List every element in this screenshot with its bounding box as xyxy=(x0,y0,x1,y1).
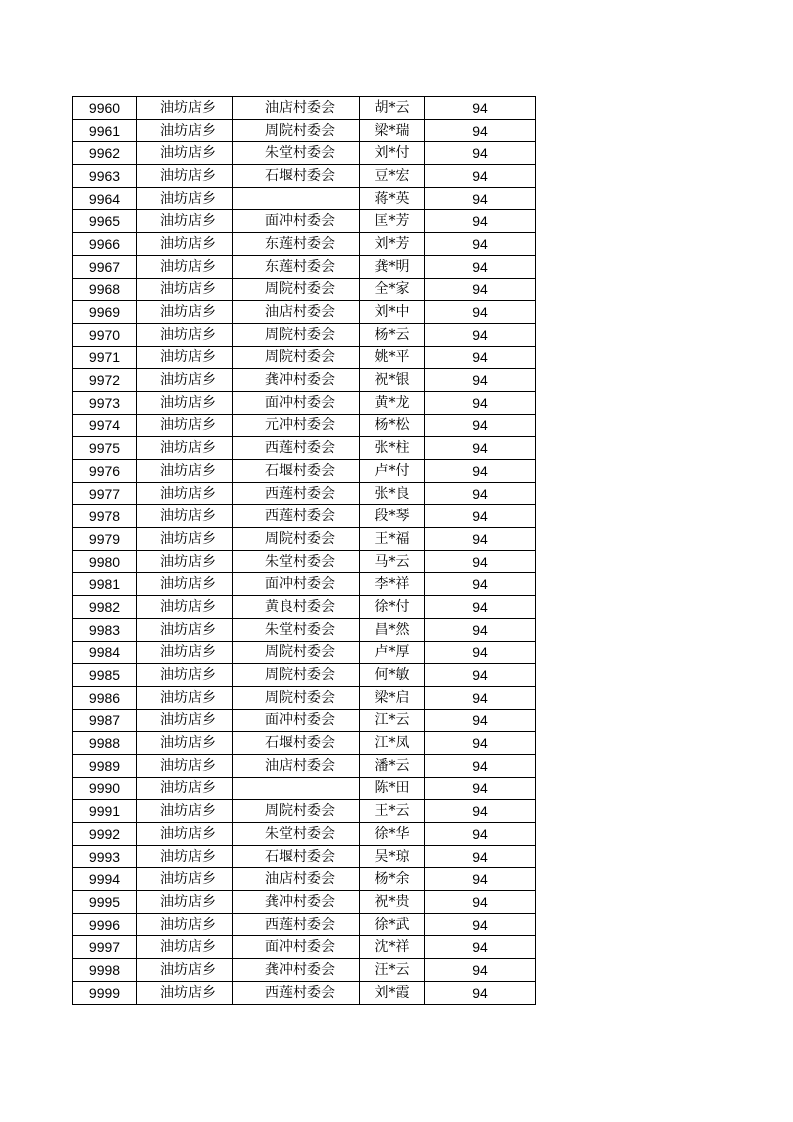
serial-number-cell: 9980 xyxy=(73,550,137,573)
person-name-cell: 匡*芳 xyxy=(360,210,425,233)
township-cell: 油坊店乡 xyxy=(137,981,233,1004)
serial-number-cell: 9995 xyxy=(73,891,137,914)
township-cell: 油坊店乡 xyxy=(137,460,233,483)
person-name-cell: 刘*中 xyxy=(360,301,425,324)
serial-number-cell: 9989 xyxy=(73,754,137,777)
village-committee-cell: 朱堂村委会 xyxy=(233,618,360,641)
serial-number-cell: 9986 xyxy=(73,686,137,709)
village-committee-cell: 面冲村委会 xyxy=(233,709,360,732)
township-cell: 油坊店乡 xyxy=(137,482,233,505)
person-name-cell: 张*良 xyxy=(360,482,425,505)
score-cell: 94 xyxy=(425,142,536,165)
township-cell: 油坊店乡 xyxy=(137,777,233,800)
serial-number-cell: 9961 xyxy=(73,119,137,142)
score-cell: 94 xyxy=(425,823,536,846)
table-row xyxy=(73,981,536,1004)
village-committee-cell: 龚冲村委会 xyxy=(233,369,360,392)
village-committee-cell: 周院村委会 xyxy=(233,346,360,369)
person-name-cell: 陈*田 xyxy=(360,777,425,800)
table-row xyxy=(73,301,536,324)
score-cell: 94 xyxy=(425,165,536,188)
village-committee-cell: 朱堂村委会 xyxy=(233,823,360,846)
village-committee-cell: 朱堂村委会 xyxy=(233,142,360,165)
table-row xyxy=(73,165,536,188)
township-cell: 油坊店乡 xyxy=(137,391,233,414)
score-cell: 94 xyxy=(425,346,536,369)
township-cell: 油坊店乡 xyxy=(137,845,233,868)
village-committee-cell: 周院村委会 xyxy=(233,119,360,142)
table-row xyxy=(73,323,536,346)
township-cell: 油坊店乡 xyxy=(137,165,233,188)
serial-number-cell: 9971 xyxy=(73,346,137,369)
person-name-cell: 杨*松 xyxy=(360,414,425,437)
township-cell: 油坊店乡 xyxy=(137,573,233,596)
person-name-cell: 祝*银 xyxy=(360,369,425,392)
village-committee-cell: 面冲村委会 xyxy=(233,573,360,596)
village-committee-cell: 石堰村委会 xyxy=(233,732,360,755)
score-cell: 94 xyxy=(425,618,536,641)
person-name-cell: 吴*琼 xyxy=(360,845,425,868)
township-cell: 油坊店乡 xyxy=(137,210,233,233)
table-row xyxy=(73,505,536,528)
score-cell: 94 xyxy=(425,732,536,755)
township-cell: 油坊店乡 xyxy=(137,301,233,324)
serial-number-cell: 9969 xyxy=(73,301,137,324)
score-cell: 94 xyxy=(425,891,536,914)
table-row xyxy=(73,142,536,165)
township-cell: 油坊店乡 xyxy=(137,142,233,165)
score-cell: 94 xyxy=(425,596,536,619)
person-name-cell: 黄*龙 xyxy=(360,391,425,414)
person-name-cell: 李*祥 xyxy=(360,573,425,596)
score-cell: 94 xyxy=(425,573,536,596)
serial-number-cell: 9974 xyxy=(73,414,137,437)
township-cell: 油坊店乡 xyxy=(137,505,233,528)
village-committee-cell: 石堰村委会 xyxy=(233,845,360,868)
table-row xyxy=(73,437,536,460)
person-name-cell: 梁*瑞 xyxy=(360,119,425,142)
table-row xyxy=(73,278,536,301)
serial-number-cell: 9968 xyxy=(73,278,137,301)
score-cell: 94 xyxy=(425,119,536,142)
score-cell: 94 xyxy=(425,936,536,959)
serial-number-cell: 9996 xyxy=(73,913,137,936)
township-cell: 油坊店乡 xyxy=(137,868,233,891)
score-cell: 94 xyxy=(425,460,536,483)
village-committee-cell: 周院村委会 xyxy=(233,664,360,687)
score-cell: 94 xyxy=(425,391,536,414)
table-row xyxy=(73,959,536,982)
score-cell: 94 xyxy=(425,777,536,800)
village-committee-cell: 油店村委会 xyxy=(233,97,360,120)
township-cell: 油坊店乡 xyxy=(137,754,233,777)
table-row xyxy=(73,641,536,664)
serial-number-cell: 9977 xyxy=(73,482,137,505)
village-committee-cell: 东莲村委会 xyxy=(233,255,360,278)
village-committee-cell: 周院村委会 xyxy=(233,528,360,551)
township-cell: 油坊店乡 xyxy=(137,800,233,823)
score-cell: 94 xyxy=(425,97,536,120)
person-name-cell: 段*琴 xyxy=(360,505,425,528)
serial-number-cell: 9998 xyxy=(73,959,137,982)
village-committee-cell: 西莲村委会 xyxy=(233,505,360,528)
person-name-cell: 刘*霞 xyxy=(360,981,425,1004)
score-cell: 94 xyxy=(425,754,536,777)
township-cell: 油坊店乡 xyxy=(137,732,233,755)
serial-number-cell: 9965 xyxy=(73,210,137,233)
score-cell: 94 xyxy=(425,301,536,324)
village-committee-cell: 油店村委会 xyxy=(233,301,360,324)
serial-number-cell: 9994 xyxy=(73,868,137,891)
township-cell: 油坊店乡 xyxy=(137,278,233,301)
person-name-cell: 潘*云 xyxy=(360,754,425,777)
table-row xyxy=(73,369,536,392)
township-cell: 油坊店乡 xyxy=(137,959,233,982)
score-cell: 94 xyxy=(425,550,536,573)
township-cell: 油坊店乡 xyxy=(137,664,233,687)
township-cell: 油坊店乡 xyxy=(137,686,233,709)
township-cell: 油坊店乡 xyxy=(137,913,233,936)
score-cell: 94 xyxy=(425,505,536,528)
person-name-cell: 昌*然 xyxy=(360,618,425,641)
person-name-cell: 龚*明 xyxy=(360,255,425,278)
village-committee-cell: 石堰村委会 xyxy=(233,165,360,188)
serial-number-cell: 9982 xyxy=(73,596,137,619)
table-row xyxy=(73,391,536,414)
table-row xyxy=(73,255,536,278)
township-cell: 油坊店乡 xyxy=(137,596,233,619)
score-cell: 94 xyxy=(425,913,536,936)
table-row xyxy=(73,482,536,505)
table-row xyxy=(73,664,536,687)
village-committee-cell: 龚冲村委会 xyxy=(233,891,360,914)
person-name-cell: 沈*祥 xyxy=(360,936,425,959)
village-committee-cell: 油店村委会 xyxy=(233,868,360,891)
table-row xyxy=(73,913,536,936)
records-table-body xyxy=(73,97,536,1005)
serial-number-cell: 9999 xyxy=(73,981,137,1004)
score-cell: 94 xyxy=(425,414,536,437)
village-committee-cell: 西莲村委会 xyxy=(233,913,360,936)
serial-number-cell: 9967 xyxy=(73,255,137,278)
village-committee-cell: 东莲村委会 xyxy=(233,233,360,256)
village-committee-cell: 面冲村委会 xyxy=(233,391,360,414)
table-row xyxy=(73,936,536,959)
person-name-cell: 杨*云 xyxy=(360,323,425,346)
serial-number-cell: 9966 xyxy=(73,233,137,256)
township-cell: 油坊店乡 xyxy=(137,550,233,573)
person-name-cell: 江*凤 xyxy=(360,732,425,755)
person-name-cell: 蒋*英 xyxy=(360,187,425,210)
person-name-cell: 卢*厚 xyxy=(360,641,425,664)
serial-number-cell: 9997 xyxy=(73,936,137,959)
score-cell: 94 xyxy=(425,187,536,210)
score-cell: 94 xyxy=(425,981,536,1004)
table-row xyxy=(73,777,536,800)
village-committee-cell: 石堰村委会 xyxy=(233,460,360,483)
village-committee-cell: 元冲村委会 xyxy=(233,414,360,437)
person-name-cell: 徐*付 xyxy=(360,596,425,619)
village-committee-cell: 周院村委会 xyxy=(233,278,360,301)
person-name-cell: 徐*武 xyxy=(360,913,425,936)
table-row xyxy=(73,119,536,142)
table-row xyxy=(73,754,536,777)
village-committee-cell: 周院村委会 xyxy=(233,323,360,346)
table-row xyxy=(73,686,536,709)
person-name-cell: 马*云 xyxy=(360,550,425,573)
township-cell: 油坊店乡 xyxy=(137,414,233,437)
records-table xyxy=(72,96,536,1005)
village-committee-cell: 周院村委会 xyxy=(233,800,360,823)
score-cell: 94 xyxy=(425,323,536,346)
table-row xyxy=(73,800,536,823)
person-name-cell: 祝*贵 xyxy=(360,891,425,914)
serial-number-cell: 9991 xyxy=(73,800,137,823)
person-name-cell: 胡*云 xyxy=(360,97,425,120)
township-cell: 油坊店乡 xyxy=(137,346,233,369)
serial-number-cell: 9981 xyxy=(73,573,137,596)
table-row xyxy=(73,528,536,551)
person-name-cell: 张*柱 xyxy=(360,437,425,460)
table-row xyxy=(73,573,536,596)
table-row xyxy=(73,891,536,914)
score-cell: 94 xyxy=(425,369,536,392)
serial-number-cell: 9976 xyxy=(73,460,137,483)
table-row xyxy=(73,97,536,120)
township-cell: 油坊店乡 xyxy=(137,97,233,120)
person-name-cell: 豆*宏 xyxy=(360,165,425,188)
score-cell: 94 xyxy=(425,686,536,709)
score-cell: 94 xyxy=(425,278,536,301)
serial-number-cell: 9973 xyxy=(73,391,137,414)
score-cell: 94 xyxy=(425,255,536,278)
township-cell: 油坊店乡 xyxy=(137,936,233,959)
township-cell: 油坊店乡 xyxy=(137,255,233,278)
serial-number-cell: 9988 xyxy=(73,732,137,755)
serial-number-cell: 9987 xyxy=(73,709,137,732)
person-name-cell: 汪*云 xyxy=(360,959,425,982)
serial-number-cell: 9963 xyxy=(73,165,137,188)
person-name-cell: 徐*华 xyxy=(360,823,425,846)
village-committee-cell: 西莲村委会 xyxy=(233,981,360,1004)
village-committee-cell: 黄良村委会 xyxy=(233,596,360,619)
serial-number-cell: 9978 xyxy=(73,505,137,528)
village-committee-cell: 西莲村委会 xyxy=(233,482,360,505)
serial-number-cell: 9993 xyxy=(73,845,137,868)
village-committee-cell: 龚冲村委会 xyxy=(233,959,360,982)
table-row xyxy=(73,618,536,641)
village-committee-cell xyxy=(233,187,360,210)
village-committee-cell: 西莲村委会 xyxy=(233,437,360,460)
serial-number-cell: 9990 xyxy=(73,777,137,800)
table-row xyxy=(73,460,536,483)
township-cell: 油坊店乡 xyxy=(137,187,233,210)
table-row xyxy=(73,187,536,210)
village-committee-cell: 面冲村委会 xyxy=(233,210,360,233)
person-name-cell: 卢*付 xyxy=(360,460,425,483)
person-name-cell: 刘*付 xyxy=(360,142,425,165)
village-committee-cell: 面冲村委会 xyxy=(233,936,360,959)
person-name-cell: 杨*余 xyxy=(360,868,425,891)
score-cell: 94 xyxy=(425,845,536,868)
township-cell: 油坊店乡 xyxy=(137,709,233,732)
township-cell: 油坊店乡 xyxy=(137,618,233,641)
person-name-cell: 何*敏 xyxy=(360,664,425,687)
score-cell: 94 xyxy=(425,641,536,664)
score-cell: 94 xyxy=(425,482,536,505)
serial-number-cell: 9960 xyxy=(73,97,137,120)
serial-number-cell: 9992 xyxy=(73,823,137,846)
score-cell: 94 xyxy=(425,664,536,687)
person-name-cell: 刘*芳 xyxy=(360,233,425,256)
person-name-cell: 全*家 xyxy=(360,278,425,301)
serial-number-cell: 9962 xyxy=(73,142,137,165)
table-row xyxy=(73,732,536,755)
township-cell: 油坊店乡 xyxy=(137,641,233,664)
serial-number-cell: 9979 xyxy=(73,528,137,551)
serial-number-cell: 9984 xyxy=(73,641,137,664)
table-row xyxy=(73,596,536,619)
score-cell: 94 xyxy=(425,800,536,823)
table-row xyxy=(73,823,536,846)
village-committee-cell: 周院村委会 xyxy=(233,686,360,709)
serial-number-cell: 9972 xyxy=(73,369,137,392)
table-row xyxy=(73,233,536,256)
person-name-cell: 姚*平 xyxy=(360,346,425,369)
table-row xyxy=(73,868,536,891)
serial-number-cell: 9975 xyxy=(73,437,137,460)
person-name-cell: 江*云 xyxy=(360,709,425,732)
village-committee-cell: 周院村委会 xyxy=(233,641,360,664)
township-cell: 油坊店乡 xyxy=(137,891,233,914)
township-cell: 油坊店乡 xyxy=(137,233,233,256)
village-committee-cell xyxy=(233,777,360,800)
score-cell: 94 xyxy=(425,959,536,982)
township-cell: 油坊店乡 xyxy=(137,119,233,142)
table-row xyxy=(73,414,536,437)
score-cell: 94 xyxy=(425,210,536,233)
table-row xyxy=(73,346,536,369)
table-row xyxy=(73,845,536,868)
table-row xyxy=(73,550,536,573)
person-name-cell: 王*福 xyxy=(360,528,425,551)
serial-number-cell: 9983 xyxy=(73,618,137,641)
score-cell: 94 xyxy=(425,437,536,460)
serial-number-cell: 9964 xyxy=(73,187,137,210)
township-cell: 油坊店乡 xyxy=(137,528,233,551)
score-cell: 94 xyxy=(425,233,536,256)
person-name-cell: 梁*启 xyxy=(360,686,425,709)
township-cell: 油坊店乡 xyxy=(137,369,233,392)
township-cell: 油坊店乡 xyxy=(137,437,233,460)
table-row xyxy=(73,210,536,233)
table-row xyxy=(73,709,536,732)
score-cell: 94 xyxy=(425,709,536,732)
serial-number-cell: 9970 xyxy=(73,323,137,346)
person-name-cell: 王*云 xyxy=(360,800,425,823)
township-cell: 油坊店乡 xyxy=(137,823,233,846)
serial-number-cell: 9985 xyxy=(73,664,137,687)
score-cell: 94 xyxy=(425,868,536,891)
score-cell: 94 xyxy=(425,528,536,551)
village-committee-cell: 朱堂村委会 xyxy=(233,550,360,573)
village-committee-cell: 油店村委会 xyxy=(233,754,360,777)
township-cell: 油坊店乡 xyxy=(137,323,233,346)
